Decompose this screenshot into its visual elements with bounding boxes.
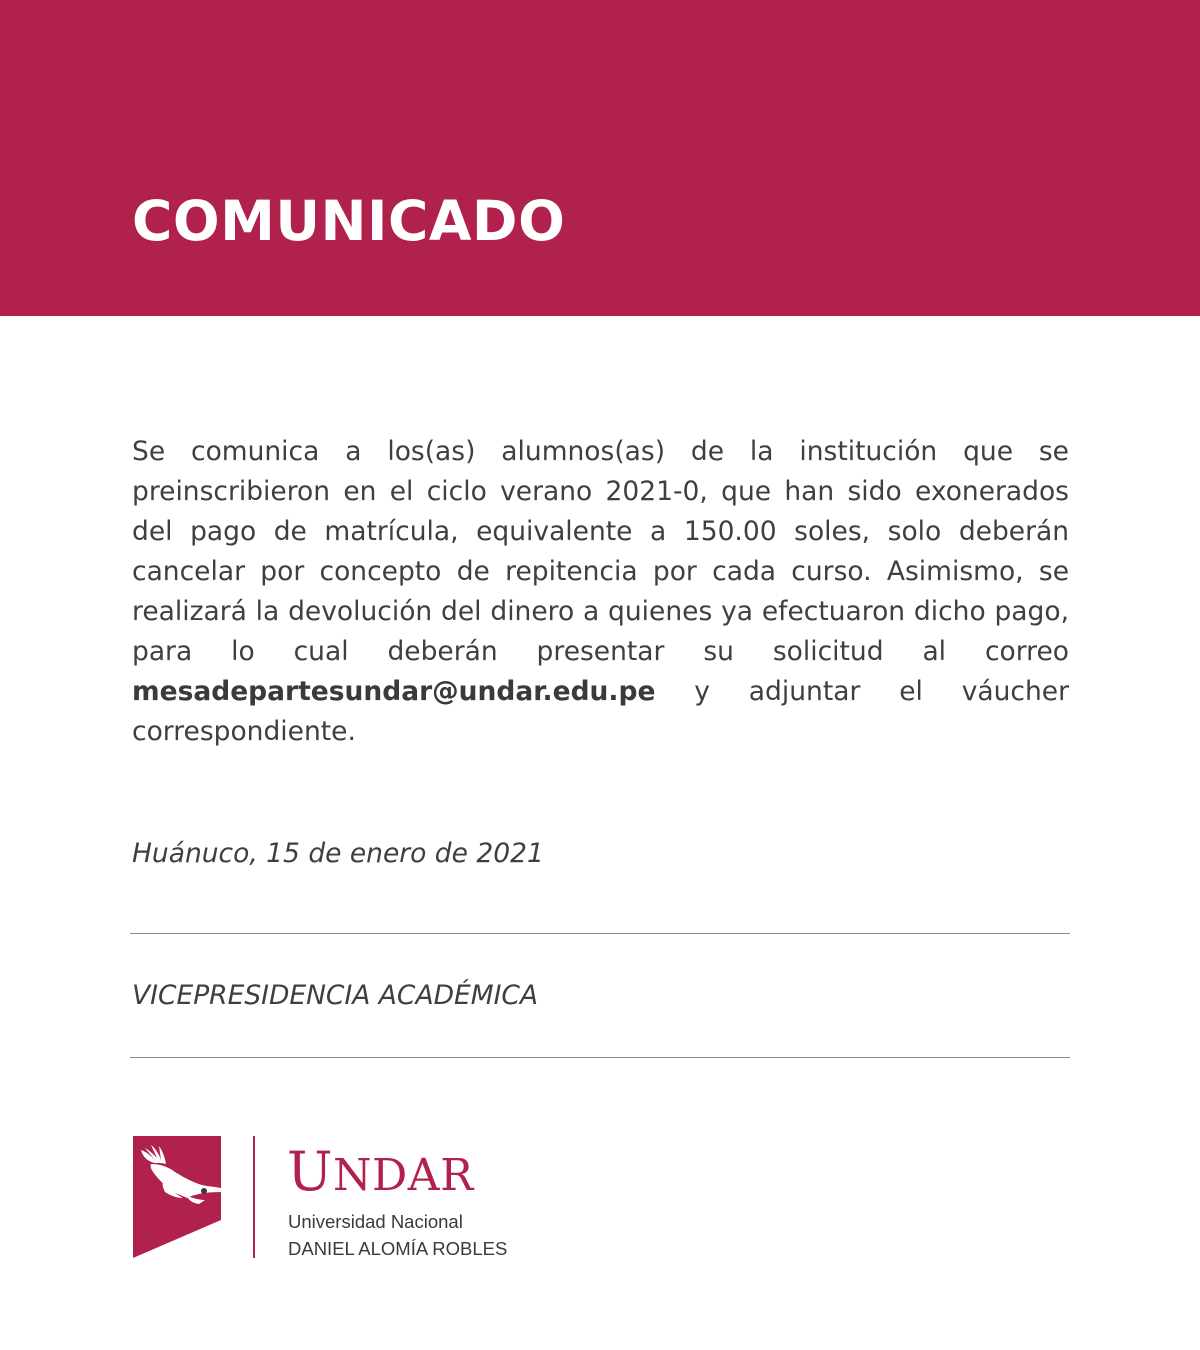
announcement-body xyxy=(132,432,1069,752)
place-and-date: Huánuco, 15 de enero de 2021 xyxy=(132,838,544,869)
university-logo xyxy=(133,1136,573,1260)
contact-email: mesadepartesundar@undar.edu.pe xyxy=(132,676,656,707)
logo-divider xyxy=(253,1136,255,1258)
signature-divider-bottom xyxy=(130,1057,1070,1058)
logo-wordmark-rest: NDAR xyxy=(333,1150,474,1201)
logo-subtitle-line-1: Universidad Nacional xyxy=(288,1211,463,1232)
logo-subtitle-line-2: DANIEL ALOMÍA ROBLES xyxy=(288,1238,508,1259)
signature-divider-top xyxy=(130,933,1070,934)
body-text-part-1: Se comunica a los(as) alumnos(as) de la institución que se preinscribieron en el ciclo verano 2021-0, que han sido exonerados del pago de matrícula, equivalente a 150.00 soles, solo deberán cancelar por concepto de repitencia por cada curso. Asimismo, se realizará la devolución del dinero a quienes ya efectuaron dicho pago, para lo cual deberán presentar su solicitud al correo xyxy=(132,436,1069,667)
header-band xyxy=(0,0,1200,316)
body-text-part-2: y adjuntar el váucher correspondiente. xyxy=(132,676,1069,747)
logo-wordmark xyxy=(287,1142,474,1206)
condor-shield-icon xyxy=(133,1136,221,1258)
logo-wordmark-initial: U xyxy=(287,1140,334,1203)
signatory: VICEPRESIDENCIA ACADÉMICA xyxy=(132,980,539,1011)
page-title: COMUNICADO xyxy=(132,189,566,253)
